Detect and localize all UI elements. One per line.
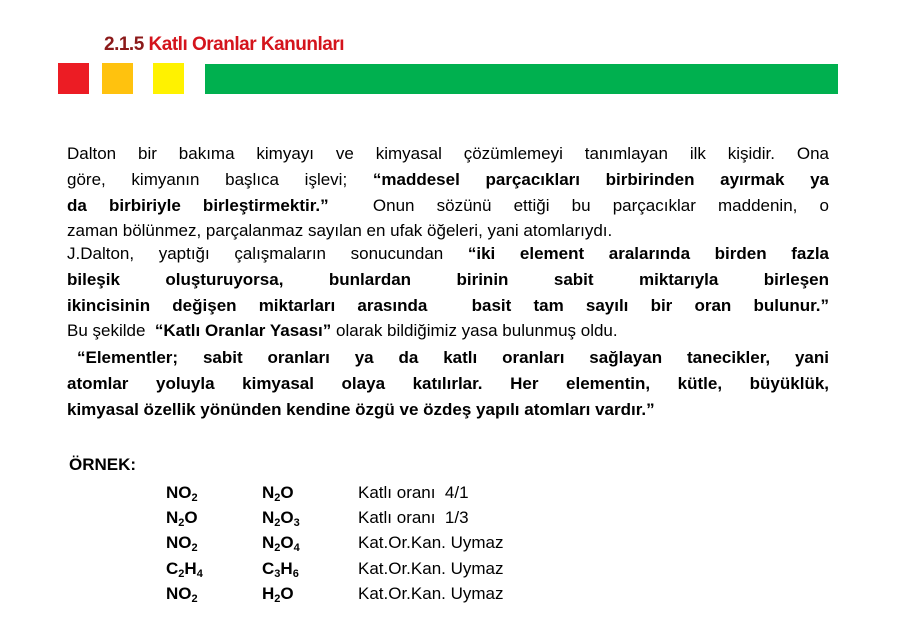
text-line: Dalton bir bakıma kimyayı ve kimyasal çözümlemeyi tanımlayan ilk kişidir. Ona (67, 144, 829, 163)
subscript: 4 (293, 542, 300, 555)
text-segment: olarak bildiğimiz yasa bulunmuş oldu. (331, 321, 618, 341)
text-line (67, 318, 829, 344)
formula-part: H (280, 558, 293, 578)
compound-2 (262, 581, 294, 606)
text-line: ikincisinin değişen miktarları arasında basit tam sayılı bir oran bulunur.” (67, 295, 829, 315)
formula-part: O (280, 583, 294, 603)
formula-part: C (262, 558, 275, 578)
ratio-result: Kat.Or.Kan. Uymaz (358, 583, 504, 603)
paragraph-elements-quote (67, 345, 829, 422)
text-line (67, 193, 829, 219)
ratio-result: Katlı oranı 4/1 (358, 483, 469, 502)
compound-2 (262, 556, 299, 581)
text-line: zaman bölünmez, parçalanmaz sayılan en ufak öğeleri, yani atomlarıydı. (67, 221, 613, 241)
text-line (67, 241, 829, 267)
compound-1 (166, 556, 203, 581)
subscript: 6 (292, 567, 299, 580)
compound-1 (166, 480, 198, 505)
formula-part: N (166, 508, 179, 528)
law-name: “Katlı Oranlar Yasası” (154, 321, 332, 341)
subscript: 2 (274, 517, 281, 530)
subscript: 2 (274, 592, 281, 605)
text-segment: göre, kimyanın başlıca işlevi; (67, 169, 373, 189)
formula-part: O (184, 508, 198, 528)
formula-part: O (280, 533, 294, 553)
subscript: 2 (191, 492, 198, 504)
formula-part: H (262, 583, 275, 603)
subscript: 3 (274, 567, 281, 580)
compound-2 (262, 530, 300, 555)
formula-part: N (262, 483, 275, 502)
ratio-result: Kat.Or.Kan. Uymaz (358, 558, 504, 578)
quote-segment: da birbiriyle birleştirmektir.” (67, 195, 329, 215)
subscript: 2 (274, 492, 281, 504)
compound-2 (262, 480, 294, 505)
red-square (58, 63, 89, 94)
ratio-result: Kat.Or.Kan. Uymaz (358, 533, 504, 553)
text-segment: Bu şekilde (67, 321, 155, 341)
subscript: 2 (191, 592, 198, 605)
section-title-text: Katlı Oranlar Kanunları (148, 34, 344, 55)
paragraph-dalton-law (67, 241, 829, 344)
text-line: kimyasal özellik yönünden kendine özgü ve özdeş yapılı atomları vardır.” (67, 399, 655, 419)
text-segment: Onun sözünü ettiği bu parçacıklar maddenin, o (328, 195, 829, 215)
text-line: bileşik oluşturuyorsa, bunlardan birinin sabit miktarıyla birleşen (67, 269, 829, 289)
subscript: 3 (293, 517, 300, 530)
section-title (104, 34, 344, 56)
compound-1 (166, 505, 198, 530)
subscript: 2 (274, 542, 281, 555)
formula-part: N (262, 533, 275, 553)
compound-1 (166, 581, 198, 606)
quote-segment: “iki element aralarında birden fazla (467, 244, 829, 263)
formula-part: H (184, 558, 197, 578)
subscript: 2 (178, 517, 185, 530)
formula-part: O (280, 483, 294, 502)
paragraph-dalton-intro (67, 141, 829, 244)
ratio-result: Katlı oranı 1/3 (358, 508, 469, 528)
quote-segment: “maddesel parçacıkları birbirinden ayırmak ya (372, 169, 829, 189)
formula-part: NO (166, 483, 192, 502)
formula-part: N (262, 508, 275, 528)
formula-part: NO (166, 583, 192, 603)
section-number: 2.1.5 (104, 34, 144, 55)
yellow-square (153, 63, 184, 94)
compound-1 (166, 530, 198, 555)
text-line: atomlar yoluyla kimyasal olaya katılırlar. Her elementin, kütle, büyüklük, (67, 373, 829, 393)
orange-square (102, 63, 133, 94)
formula-part: O (280, 508, 294, 528)
compound-2 (262, 505, 300, 530)
subscript: 4 (196, 567, 203, 580)
subscript: 2 (191, 542, 198, 555)
subscript: 2 (178, 567, 185, 580)
text-line: “Elementler; sabit oranları ya da katlı oranları sağlayan tanecikler, yani (77, 348, 829, 367)
formula-part: NO (166, 533, 192, 553)
example-heading: ÖRNEK: (69, 455, 137, 474)
text-line (67, 167, 829, 193)
text-segment: J.Dalton, yaptığı çalışmaların sonucundan (67, 244, 468, 263)
green-header-bar (205, 64, 838, 94)
formula-part: C (166, 558, 179, 578)
